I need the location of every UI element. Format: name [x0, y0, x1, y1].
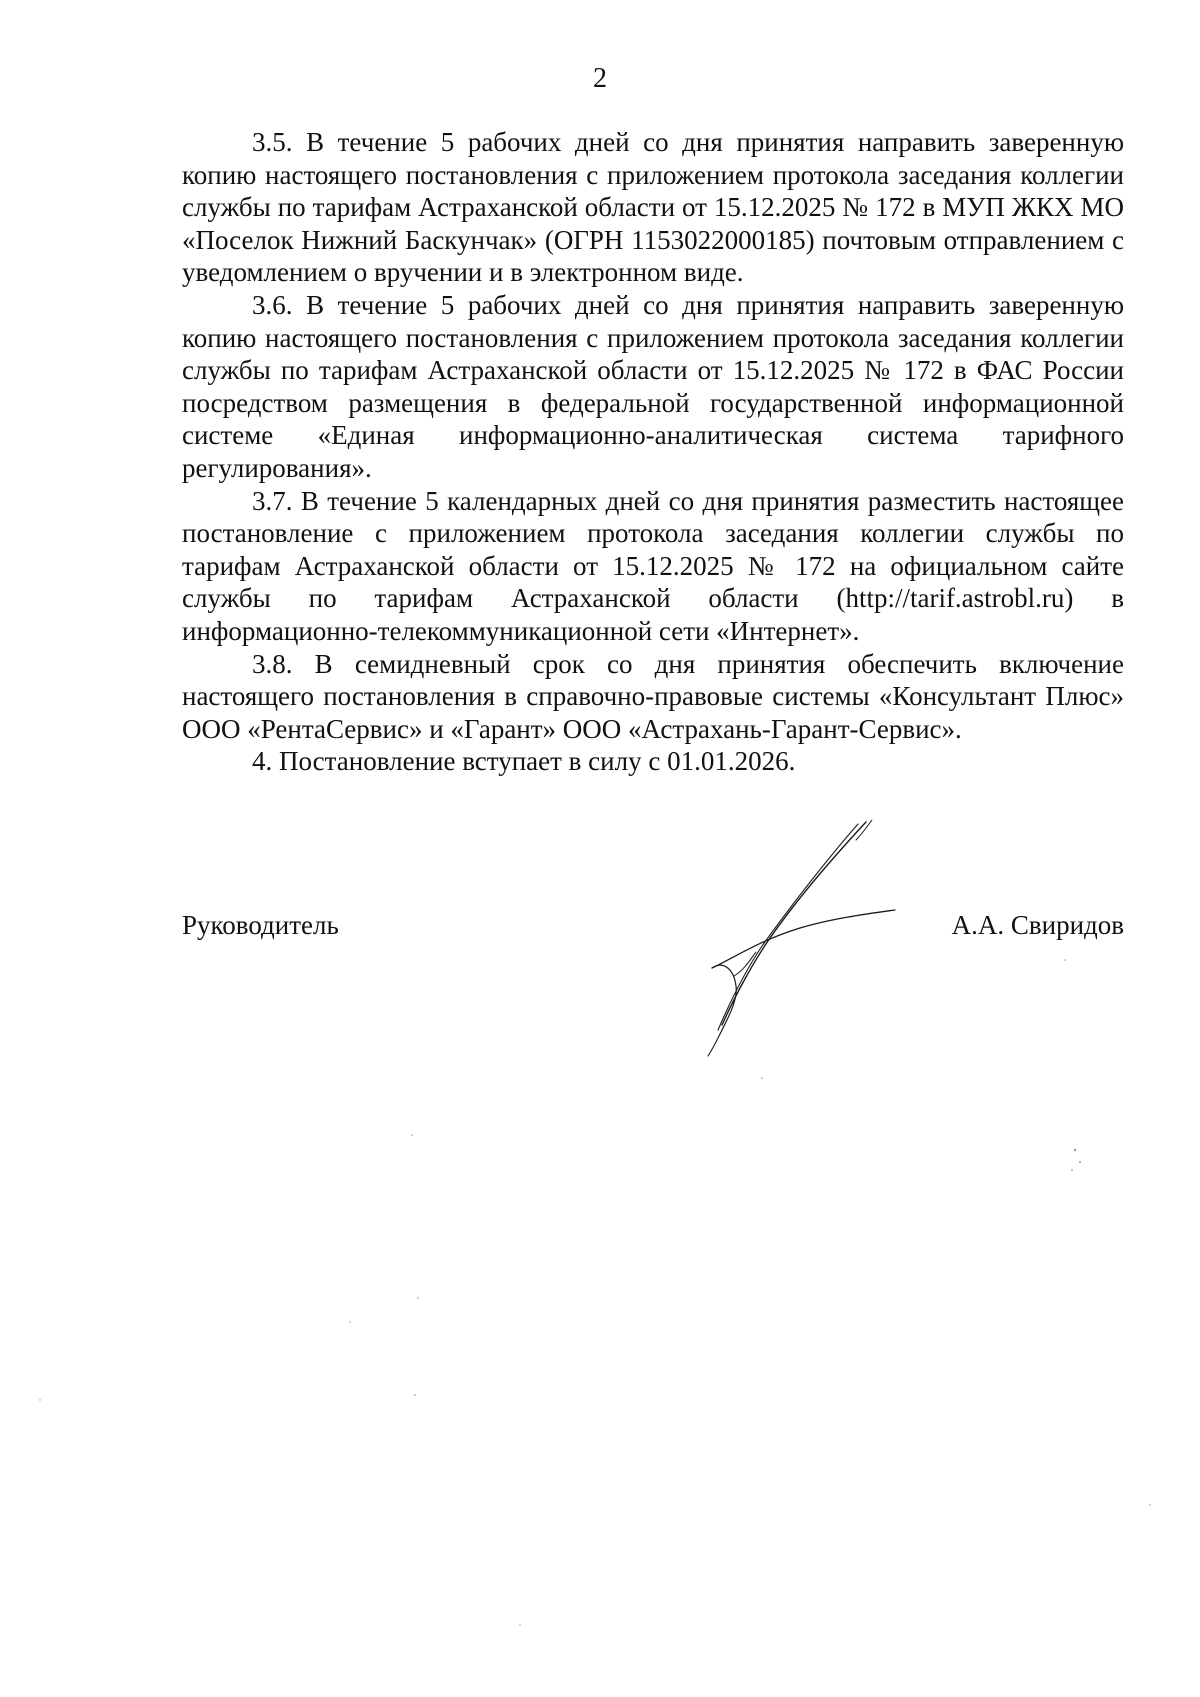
paragraph-3-6: 3.6. В течение 5 рабочих дней со дня принятия направить заверенную копию настоящего постановления с приложением протокола заседания коллегии службы по тарифам Астраханской области от 15.12.2025 № 172 в ФАС России посредством размещения в федеральной государственной информационной системе «Единая информационно-аналитическая система тарифного регулирования». — [182, 289, 1124, 483]
paragraph-3-5: 3.5. В течение 5 рабочих дней со дня принятия направить заверенную копию настоящего постановления с приложением протокола заседания коллегии службы по тарифам Астраханской области от 15.12.2025 № 172 в МУП ЖКХ МО «Поселок Нижний Баскунчак» (ОГРН 1153022000185) почтовым отправлением с уведомлением о вручении и в электронном виде. — [182, 127, 1124, 288]
paragraph-4: 4. Постановление вступает в силу с 01.01.2026. — [252, 746, 796, 777]
paragraph-3-8: 3.8. В семидневный срок со дня принятия обеспечить включение настоящего постановления в справочно-правовые системы «Консультант Плюс» ООО «РентаСервис» и «Гарант» ООО «Астрахань-Гарант-Сервис». — [182, 648, 1124, 744]
signer-name: А.А. Свиридов — [951, 910, 1124, 940]
signer-position: Руководитель — [182, 910, 339, 940]
signature-block — [182, 908, 1124, 948]
handwritten-signature — [690, 820, 950, 1060]
paragraph-3-7: 3.7. В течение 5 календарных дней со дня принятия разместить настоящее постановление с приложением протокола заседания коллегии службы по тарифам Астраханской области от 15.12.2025 № 172 на официальном сайте службы по тарифам Астраханской области (http://tarif.astrobl.ru) в информационно-телекоммуникационной сети «Интернет». — [182, 485, 1124, 646]
page-number: 2 — [593, 63, 607, 94]
document-body — [182, 126, 1124, 778]
